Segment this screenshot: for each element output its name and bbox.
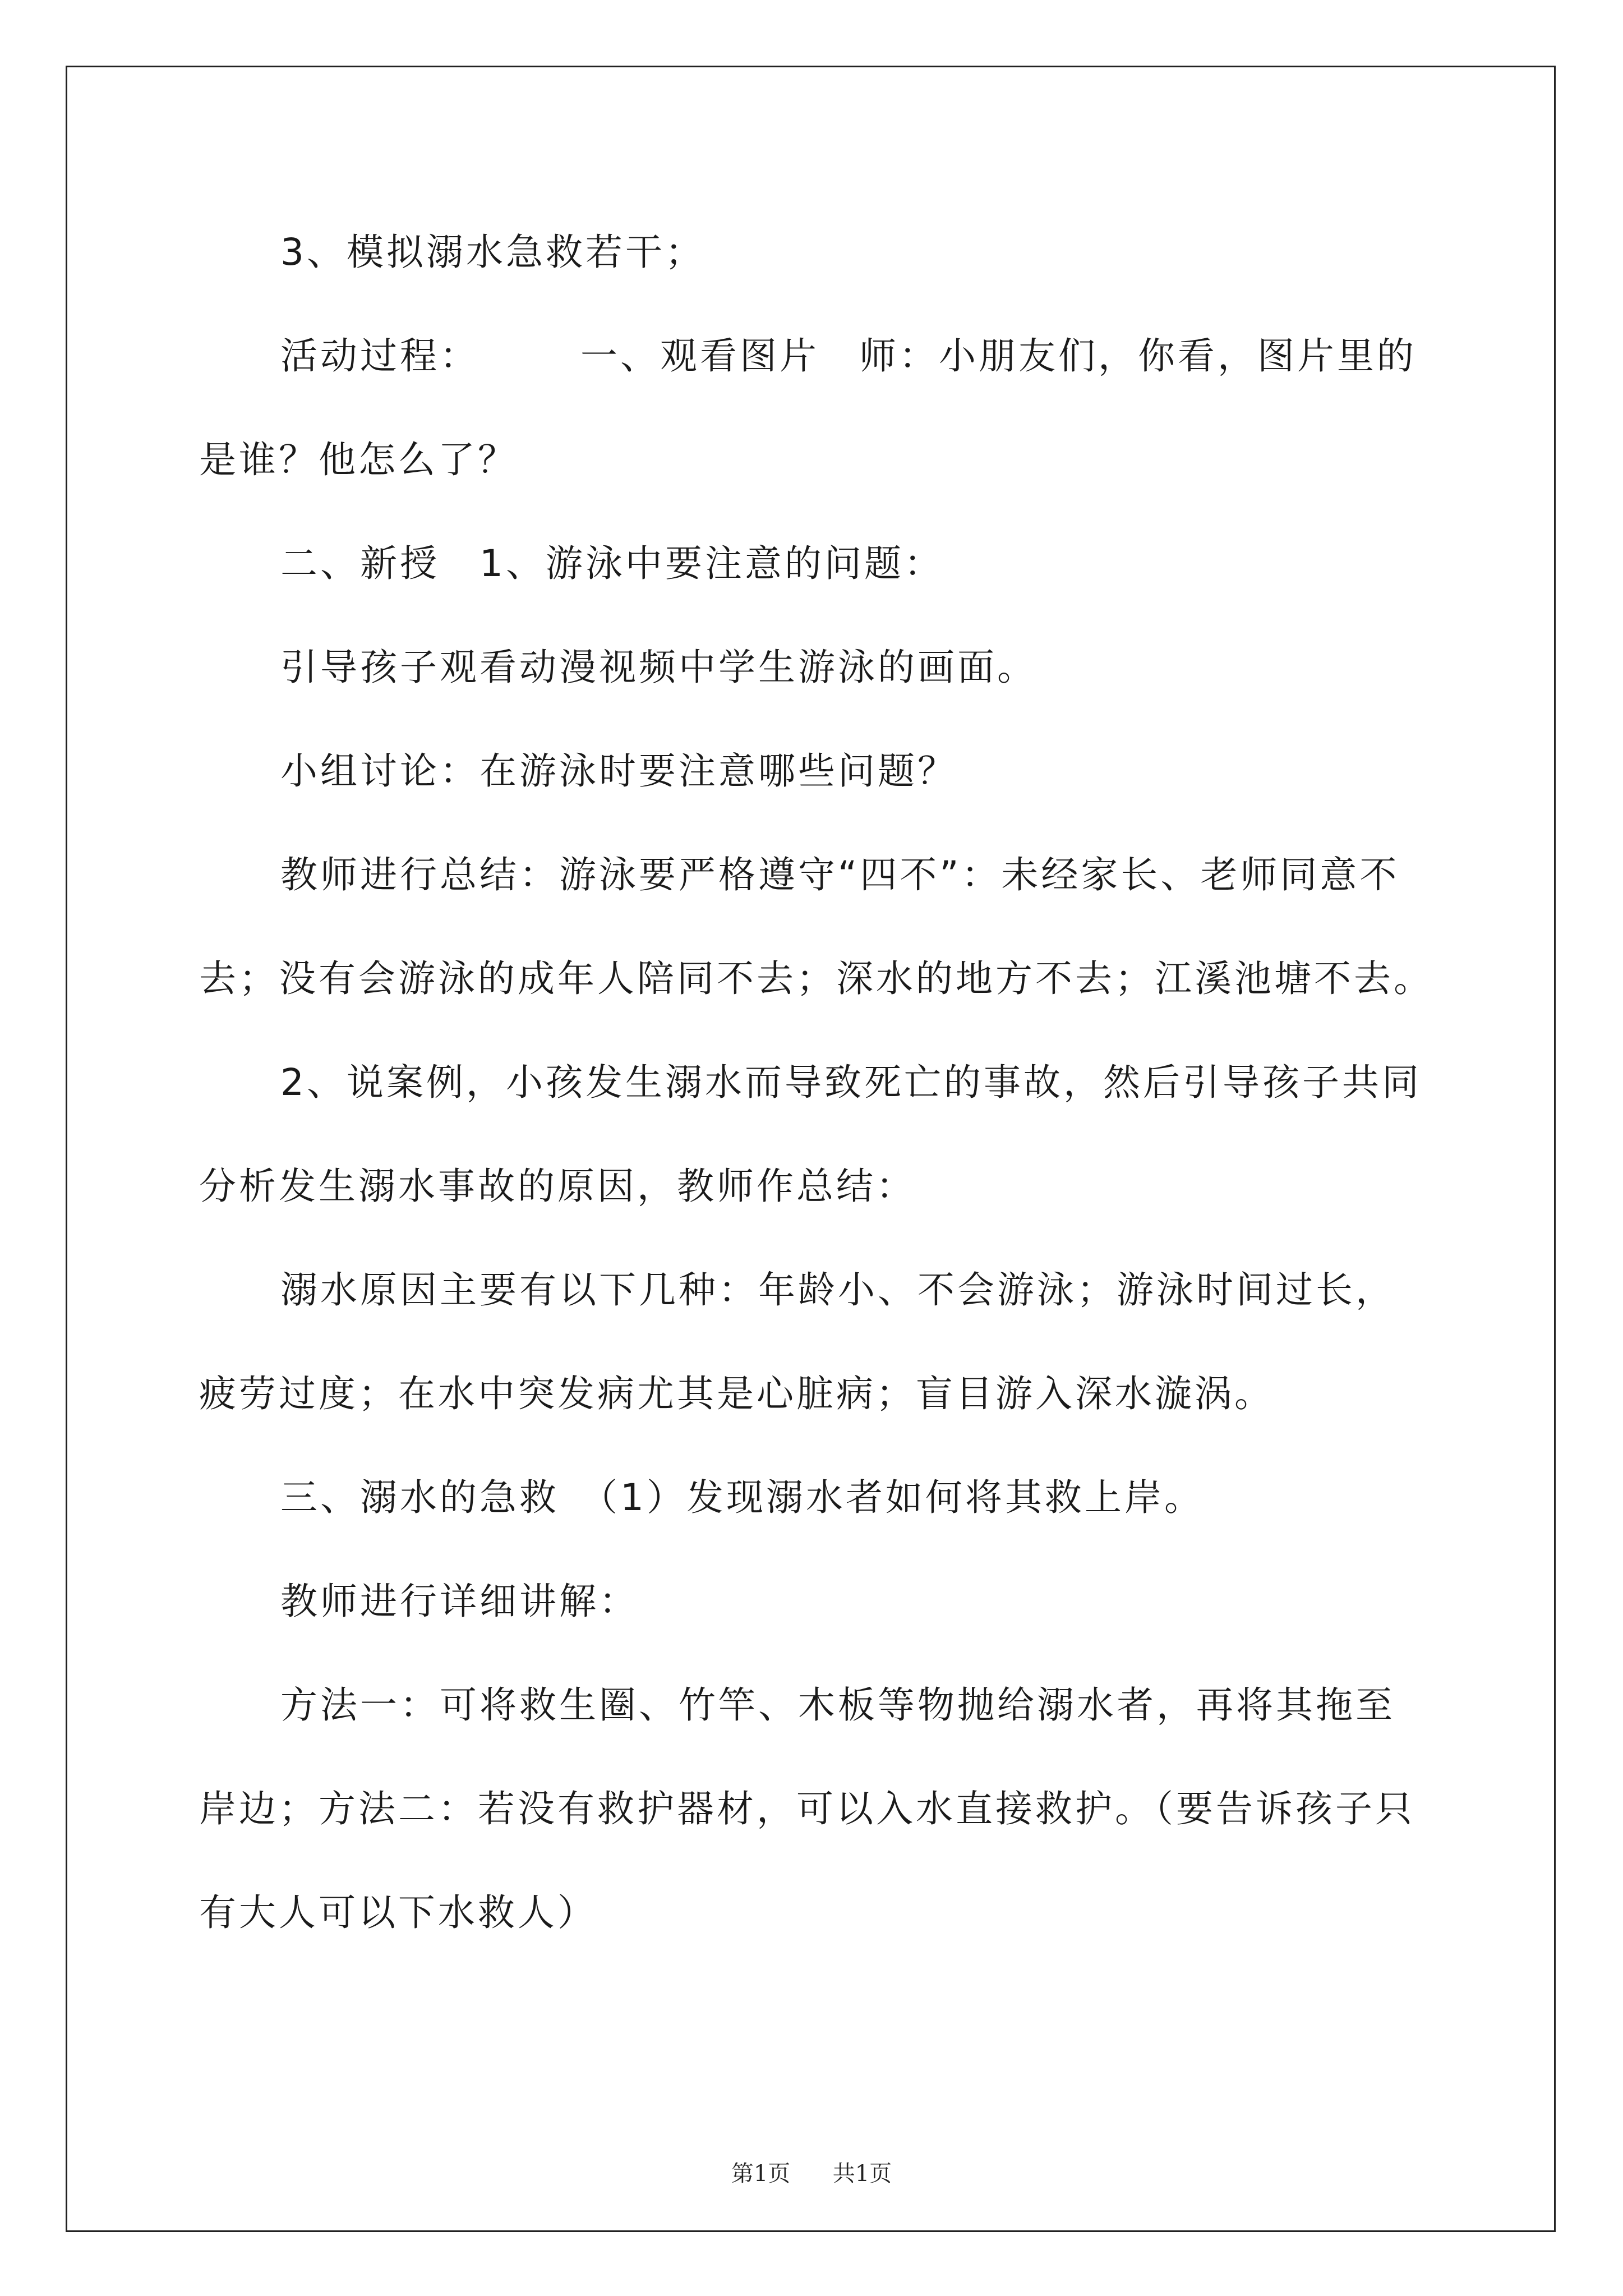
paragraph-line: 教师进行总结：游泳要严格遵守“四不”：未经家长、老师同意不 [280, 853, 1400, 896]
paragraph-line: 去；没有会游泳的成年人陪同不去；深水的地方不去；江溪池塘不去。 [199, 957, 1433, 1000]
page-number: 第1页 [731, 2161, 791, 2187]
paragraph-line: 引导孩子观看动漫视频中学生游泳的画面。 [280, 646, 1037, 689]
page-total: 共1页 [832, 2161, 892, 2187]
paragraph-line: 分析发生溺水事故的原因，教师作总结： [199, 1165, 916, 1208]
paragraph-line: 3、模拟溺水急救若干； [280, 231, 705, 274]
paragraph-line: 溺水原因主要有以下几种：年龄小、不会游泳；游泳时间过长， [280, 1268, 1395, 1312]
paragraph-line: 方法一：可将救生圈、竹竿、木板等物抛给溺水者，再将其拖至 [280, 1683, 1395, 1727]
paragraph-line: 是谁？他怎么了？ [199, 438, 518, 481]
paragraph-line: 活动过程： 一、观看图片 师：小朋友们，你看，图片里的 [280, 334, 1417, 378]
paragraph-line: 教师进行详细讲解： [280, 1580, 639, 1623]
paragraph-line: 小组讨论：在游泳时要注意哪些问题？ [280, 749, 957, 793]
page-footer [0, 2160, 1623, 2188]
paragraph-line: 疲劳过度；在水中突发病尤其是心脏病；盲目游入深水漩涡。 [199, 1372, 1274, 1415]
paragraph-line: 2、说案例，小孩发生溺水而导致死亡的事故，然后引导孩子共同 [280, 1061, 1422, 1104]
paragraph-line: 岸边；方法二：若没有救护器材，可以入水直接救护。（要告诉孩子只 [199, 1787, 1415, 1830]
paragraph-line: 二、新授 1、游泳中要注意的问题： [280, 542, 944, 585]
paragraph-line: 三、溺水的急救 （1）发现溺水者如何将其救上岸。 [280, 1476, 1204, 1519]
paragraph-line: 有大人可以下水救人） [199, 1891, 597, 1934]
